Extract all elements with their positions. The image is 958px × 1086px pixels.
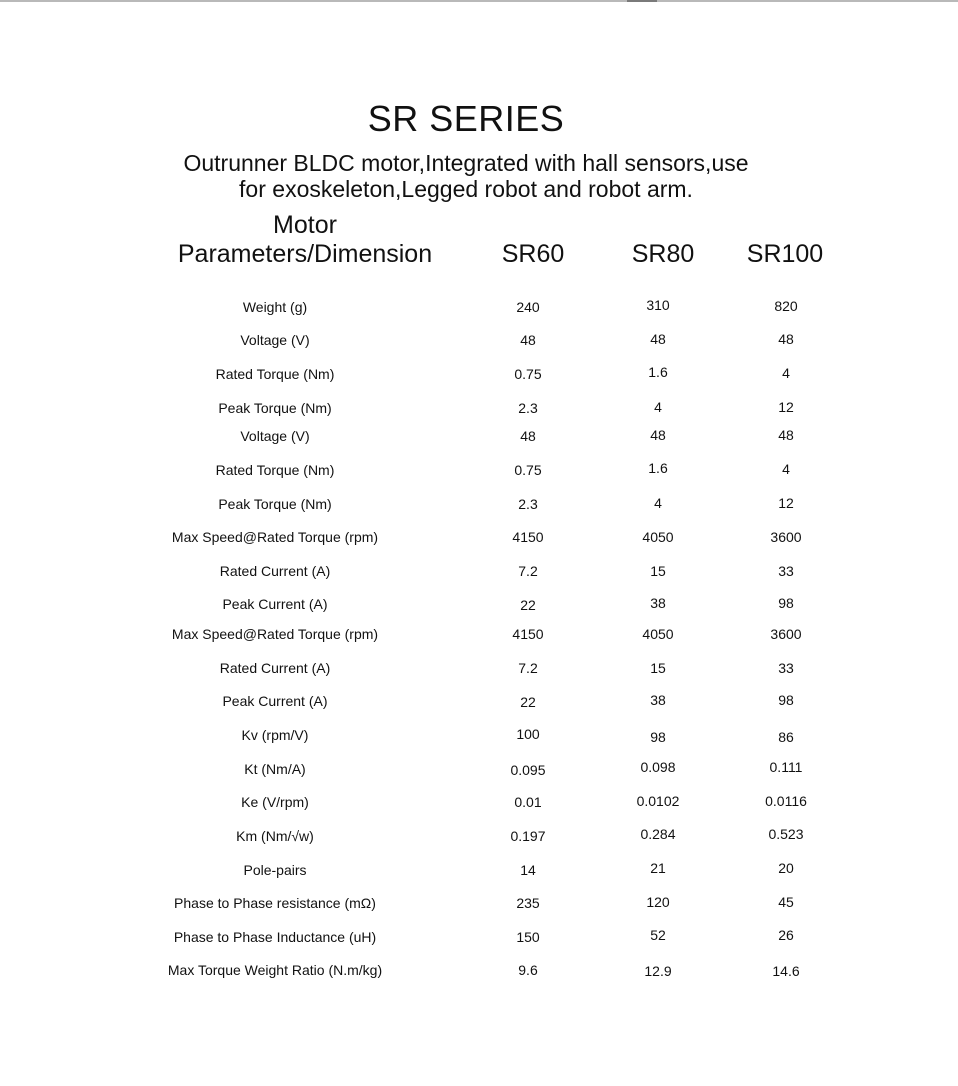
value-sr60: 150 — [516, 929, 540, 945]
table-row — [0, 691, 958, 711]
value-sr60: 0.095 — [510, 762, 546, 778]
row-label: Phase to Phase resistance (mΩ) — [174, 895, 376, 911]
value-sr100: 48 — [778, 427, 794, 443]
value-sr80: 0.098 — [640, 759, 676, 775]
value-sr60: 48 — [520, 332, 536, 348]
value-sr60: 4150 — [512, 529, 544, 545]
value-sr60: 0.75 — [514, 462, 542, 478]
value-sr60: 14 — [520, 862, 536, 878]
value-sr80: 21 — [650, 860, 666, 876]
value-sr100: 0.0116 — [765, 793, 807, 809]
value-sr100: 98 — [778, 692, 794, 708]
value-sr80: 310 — [646, 297, 670, 313]
header-sr80: SR80 — [631, 240, 695, 268]
value-sr80: 98 — [650, 729, 666, 745]
value-sr80: 15 — [650, 660, 666, 676]
row-label: Km (Nm/√w) — [236, 828, 314, 844]
value-sr60: 4150 — [512, 626, 544, 642]
value-sr100: 98 — [778, 595, 794, 611]
top-rule-mark — [627, 0, 657, 2]
subtitle-line-2: for exoskeleton,Legged robot and robot arm. — [239, 176, 693, 202]
subtitle — [100, 150, 832, 202]
value-sr100: 33 — [778, 660, 794, 676]
value-sr100: 26 — [778, 927, 794, 943]
table-row — [0, 297, 958, 317]
value-sr60: 0.75 — [514, 366, 542, 382]
page-title: SR SERIES — [367, 98, 565, 139]
value-sr60: 235 — [516, 895, 540, 911]
value-sr60: 9.6 — [518, 962, 538, 978]
table-row — [0, 494, 958, 514]
value-sr100: 4 — [782, 461, 790, 477]
value-sr60: 0.197 — [510, 828, 546, 844]
table-row — [0, 561, 958, 581]
value-sr100: 0.523 — [768, 826, 804, 842]
value-sr80: 38 — [650, 595, 666, 611]
table-row — [0, 927, 958, 947]
value-sr100: 12 — [778, 495, 794, 511]
row-label: Ke (V/rpm) — [241, 794, 309, 810]
value-sr60: 2.3 — [518, 400, 538, 416]
value-sr100: 86 — [778, 729, 794, 745]
value-sr100: 3600 — [770, 529, 802, 545]
table-row — [0, 624, 958, 644]
value-sr60: 22 — [520, 597, 536, 613]
value-sr100: 45 — [778, 894, 794, 910]
subtitle-line-1: Outrunner BLDC motor,Integrated with hall sensors,use — [183, 150, 749, 176]
value-sr100: 33 — [778, 563, 794, 579]
row-label: Peak Current (A) — [222, 596, 328, 612]
table-row — [0, 759, 958, 779]
table-row — [0, 725, 958, 745]
header-sr60: SR60 — [501, 240, 565, 268]
value-sr80: 120 — [646, 894, 670, 910]
table-row — [0, 460, 958, 480]
table-row — [0, 594, 958, 614]
row-label: Voltage (V) — [240, 428, 310, 444]
row-label: Voltage (V) — [240, 332, 310, 348]
value-sr80: 4 — [654, 399, 662, 415]
row-label: Peak Torque (Nm) — [218, 496, 332, 512]
value-sr100: 20 — [778, 860, 794, 876]
value-sr100: 0.111 — [769, 759, 803, 775]
value-sr100: 48 — [778, 331, 794, 347]
row-label: Rated Torque (Nm) — [215, 366, 335, 382]
table-row — [0, 330, 958, 350]
value-sr80: 1.6 — [648, 364, 668, 380]
value-sr80: 4 — [654, 495, 662, 511]
table-row — [0, 527, 958, 547]
value-sr100: 14.6 — [772, 963, 800, 979]
row-label: Kt (Nm/A) — [244, 761, 306, 777]
value-sr80: 4050 — [642, 626, 674, 642]
row-label: Max Speed@Rated Torque (rpm) — [171, 529, 379, 545]
value-sr60: 100 — [516, 726, 540, 742]
row-label: Pole-pairs — [243, 862, 307, 878]
value-sr80: 1.6 — [648, 460, 668, 476]
value-sr80: 48 — [650, 427, 666, 443]
table-row — [0, 792, 958, 812]
value-sr80: 12.9 — [644, 963, 672, 979]
value-sr80: 15 — [650, 563, 666, 579]
value-sr60: 7.2 — [518, 660, 538, 676]
value-sr60: 240 — [516, 299, 540, 315]
top-rule — [0, 0, 958, 2]
value-sr60: 2.3 — [518, 496, 538, 512]
value-sr100: 12 — [778, 399, 794, 415]
value-sr80: 48 — [650, 331, 666, 347]
value-sr80: 52 — [650, 927, 666, 943]
table-row — [0, 893, 958, 913]
value-sr80: 38 — [650, 692, 666, 708]
row-label: Weight (g) — [242, 299, 308, 315]
row-label: Rated Current (A) — [219, 660, 331, 676]
value-sr100: 3600 — [770, 626, 802, 642]
row-label: Max Speed@Rated Torque (rpm) — [171, 626, 379, 642]
value-sr60: 0.01 — [514, 794, 542, 810]
header-sr100: SR100 — [746, 240, 824, 268]
value-sr60: 48 — [520, 428, 536, 444]
value-sr60: 7.2 — [518, 563, 538, 579]
table-row — [0, 364, 958, 384]
value-sr80: 0.284 — [640, 826, 676, 842]
table-row — [0, 426, 958, 446]
row-label: Rated Torque (Nm) — [215, 462, 335, 478]
value-sr100: 4 — [782, 365, 790, 381]
value-sr60: 22 — [520, 694, 536, 710]
value-sr80: 0.0102 — [636, 793, 680, 809]
value-sr80: 4050 — [642, 529, 674, 545]
table-row — [0, 860, 958, 880]
value-sr100: 820 — [774, 298, 798, 314]
row-label: Phase to Phase Inductance (uH) — [173, 929, 377, 945]
table-row — [0, 960, 958, 980]
header-parameters-line-1: Motor — [273, 211, 337, 239]
row-label: Peak Current (A) — [222, 693, 328, 709]
header-parameters-line-2: Parameters/Dimension — [177, 240, 433, 268]
table-row — [0, 658, 958, 678]
row-label: Max Torque Weight Ratio (N.m/kg) — [167, 962, 383, 978]
table-row — [0, 826, 958, 846]
table-row — [0, 398, 958, 418]
header-parameters — [150, 211, 460, 269]
row-label: Peak Torque (Nm) — [218, 400, 332, 416]
row-label: Rated Current (A) — [219, 563, 331, 579]
row-label: Kv (rpm/V) — [241, 727, 309, 743]
